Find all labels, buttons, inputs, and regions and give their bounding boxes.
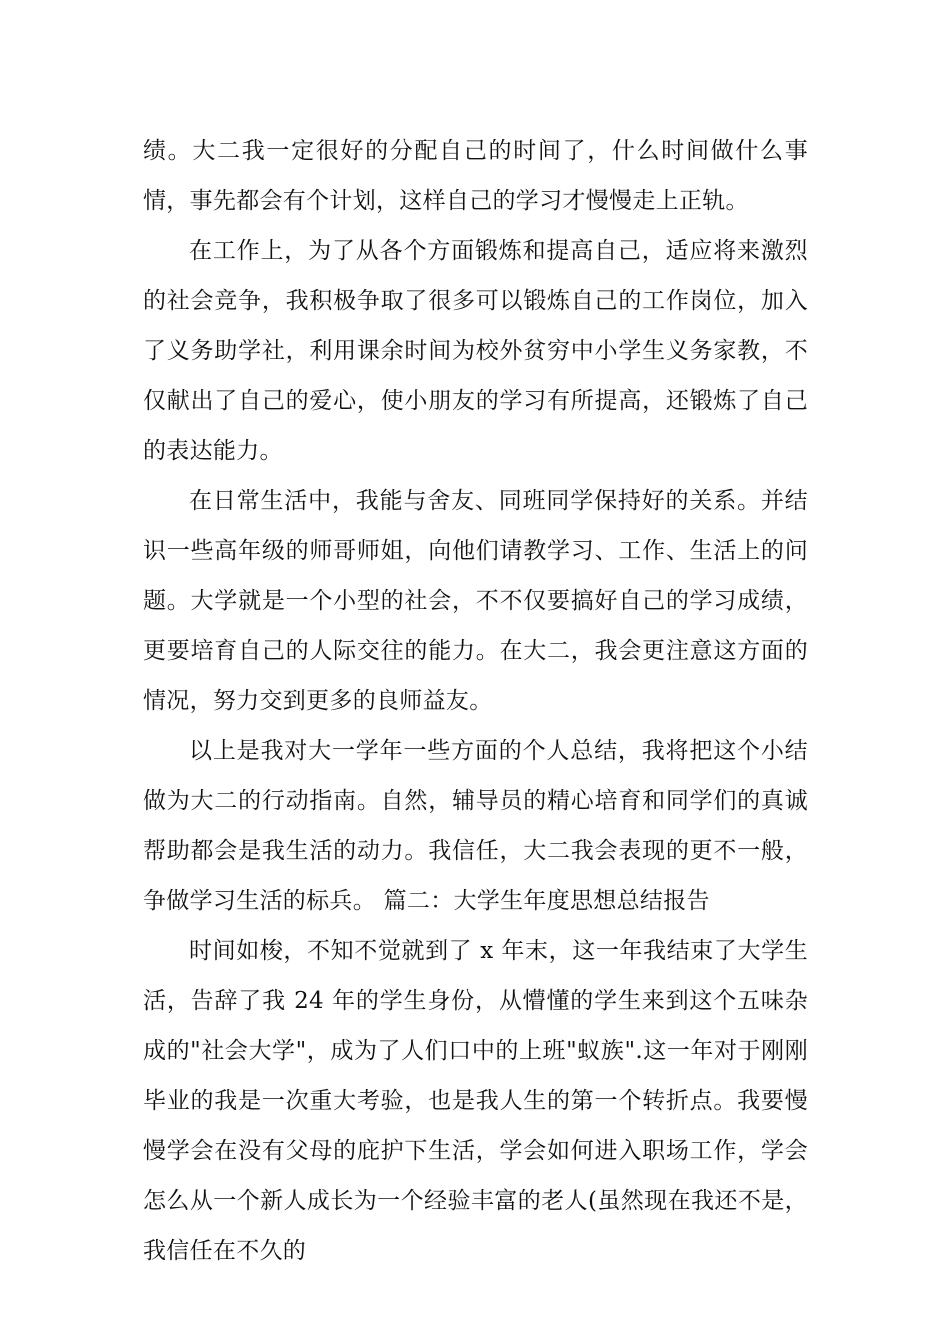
paragraph-time: 时间如梭，不知不觉就到了 x 年末，这一年我结束了大学生活，告辞了我 24 年的学生身份，从懵懂的学生来到这个五味杂成的"社会大学"，成为了人们口中的上班"蚁族".这一年对于刚刚毕业的我是一次重大考验，也是我人生的第一个转折点。我要慢慢学会在没有父母的庇护下生活，学会如何进入职场工作，学会怎么从一个新人成长为一个经验丰富的老人(虽然现在我还不是，我信任在不久的 bbox=[143, 938, 808, 1264]
document-body bbox=[143, 126, 808, 1276]
paragraph-daily-life: 在日常生活中，我能与舍友、同班同学保持好的关系。并结识一些高年级的师哥师姐，向他们请教学习、工作、生活上的问题。大学就是一个小型的社会，不不仅要搞好自己的学习成绩，更要培育自己的人际交往的能力。在大二，我会更注意这方面的情况，努力交到更多的良师益友。 bbox=[143, 488, 808, 714]
paragraph-work: 在工作上，为了从各个方面锻炼和提高自己，适应将来激烈的社会竞争，我积极争取了很多可以锻炼自己的工作岗位，加入了义务助学社，利用课余时间为校外贫穷中小学生义务家教，不仅献出了自己的爱心，使小朋友的学习有所提高，还锻炼了自己的表达能力。 bbox=[143, 238, 808, 464]
paragraph-summary: 以上是我对大一学年一些方面的个人总结，我将把这个小结做为大二的行动指南。自然，辅导员的精心培育和同学们的真诚帮助都会是我生活的动力。我信任，大二我会表现的更不一般，争做学习生活的标兵。 篇二：大学生年度思想总结报告 bbox=[143, 738, 808, 914]
paragraph-continuation: 绩。大二我一定很好的分配自己的时间了，什么时间做什么事情，事先都会有个计划，这样自己的学习才慢慢走上正轨。 bbox=[143, 138, 808, 214]
